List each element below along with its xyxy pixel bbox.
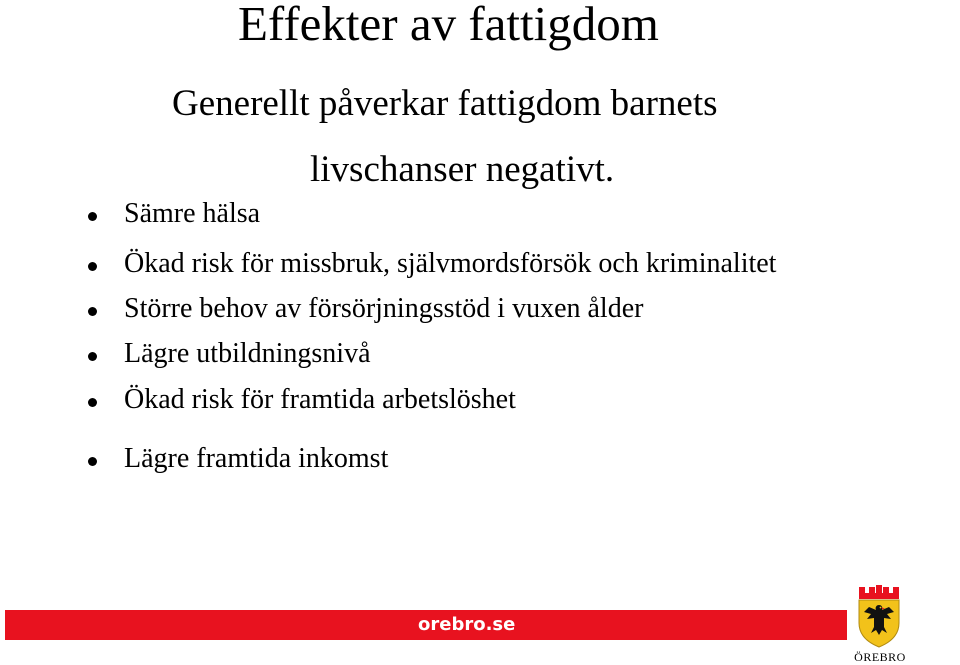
subtitle-line-1: Generellt påverkar fattigdom barnets: [172, 83, 718, 124]
bullet-text: Ökad risk för missbruk, självmordsförsök och kriminalitet: [124, 248, 777, 279]
bullet-dot-icon: [88, 212, 97, 221]
bullet-dot-icon: [88, 457, 97, 466]
bullet-text: Lägre utbildningsnivå: [124, 338, 371, 369]
footer-url-link[interactable]: orebro.se: [418, 614, 516, 635]
subtitle-line-2: livschanser negativt.: [310, 149, 615, 190]
orebro-coat-of-arms-icon: [855, 585, 903, 649]
slide-title: Effekter av fattigdom: [238, 0, 659, 51]
crest-label: ÖREBRO: [854, 650, 906, 664]
bullet-text: Större behov av försörjningsstöd i vuxen ålder: [124, 293, 644, 324]
bullet-dot-icon: [88, 352, 97, 361]
bullet-dot-icon: [88, 262, 97, 271]
bullet-text: Lägre framtida inkomst: [124, 443, 389, 474]
bullet-dot-icon: [88, 307, 97, 316]
bullet-text: Ökad risk för framtida arbetslöshet: [124, 384, 516, 415]
bullet-text: Sämre hälsa: [124, 198, 261, 229]
bullet-dot-icon: [88, 398, 97, 407]
